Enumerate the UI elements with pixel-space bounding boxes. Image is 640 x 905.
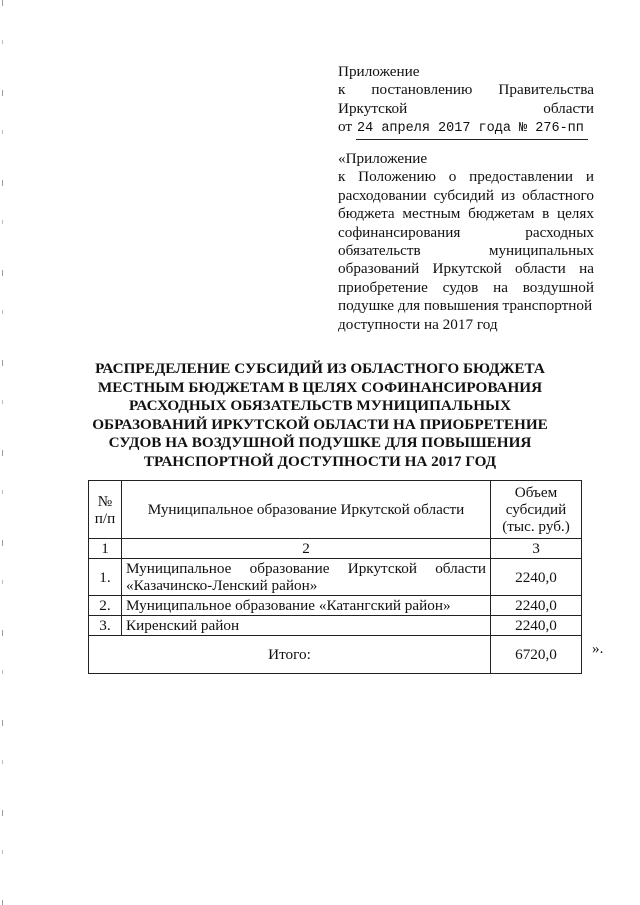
annex2-line: подушке для повышения транспортной — [338, 297, 593, 315]
municipality-name: Киренский район — [122, 616, 491, 636]
annex2-line: образований Иркутской области на — [338, 260, 594, 278]
date-prefix: от — [338, 118, 353, 136]
table-row: 1. Муниципальное образование Иркутской области «Казачинско-Ленский район» 2240,0 — [89, 559, 582, 596]
table-row: 2. Муниципальное образование «Катангский район» 2240,0 — [89, 596, 582, 616]
annex-to-regulation — [338, 150, 594, 334]
header-num: № п/п — [89, 481, 122, 539]
table-row: 3. Киренский район 2240,0 — [89, 616, 582, 636]
total-value: 6720,0 — [491, 636, 582, 674]
annex-line-3: Иркутской области — [338, 99, 594, 117]
annex-header — [338, 63, 594, 140]
header-subsidy: Объем субсидий (тыс. руб.) — [491, 481, 582, 539]
annex2-line: к Положению о предоставлении и — [338, 168, 594, 186]
column-number-row: 1 2 3 — [89, 539, 582, 559]
closing-quote: ». — [592, 640, 604, 657]
annex2-line: бюджета местным бюджетам в целях — [338, 205, 594, 223]
annex2-line: приобретение судов на воздушной — [338, 278, 594, 296]
municipality-name: Муниципальное образование «Катангский район» — [122, 596, 491, 616]
subsidy-value: 2240,0 — [491, 596, 582, 616]
total-row — [89, 636, 582, 674]
annex2-line: софинансирования расходных — [338, 223, 594, 241]
annex2-line: расходовании субсидий из областного — [338, 186, 594, 204]
total-label: Итого: — [89, 636, 491, 674]
annex-line-1: Приложение — [338, 63, 420, 80]
header-municipality: Муниципальное образование Иркутской области — [122, 481, 491, 539]
resolution-date: 24 апреля 2017 года № 276-пп — [356, 120, 588, 139]
table-header-row — [89, 481, 582, 539]
annex-line-2: к постановлению Правительства — [338, 81, 594, 99]
annex2-line-1: «Приложение — [338, 150, 428, 167]
annex2-line: доступности на 2017 год — [338, 315, 498, 333]
subsidy-value: 2240,0 — [491, 616, 582, 636]
distribution-table — [88, 480, 582, 674]
subsidy-value: 2240,0 — [491, 559, 582, 596]
annex2-line: обязательств муниципальных — [338, 242, 594, 260]
document-title: РАСПРЕДЕЛЕНИЕ СУБСИДИЙ ИЗ ОБЛАСТНОГО БЮДЖЕТА МЕСТНЫМ БЮДЖЕТАМ В ЦЕЛЯХ СОФИНАНСИРОВАНИЯ РАСХОДНЫХ ОБЯЗАТЕЛЬСТВ МУНИЦИПАЛЬНЫХ ОБРАЗОВАНИЙ ИРКУТСКОЙ ОБЛАСТИ НА ПРИОБРЕТЕНИЕ СУДОВ НА ВОЗДУШНОЙ ПОДУШКЕ ДЛЯ ПОВЫШЕНИЯ ТРАНСПОРТНОЙ ДОСТУПНОСТИ НА 2017 ГОД — [92, 360, 548, 470]
municipality-name: Муниципальное образование Иркутской области «Казачинско-Ленский район» — [122, 559, 491, 596]
scan-edge-marks — [2, 0, 3, 905]
annex-date-row — [338, 118, 594, 139]
